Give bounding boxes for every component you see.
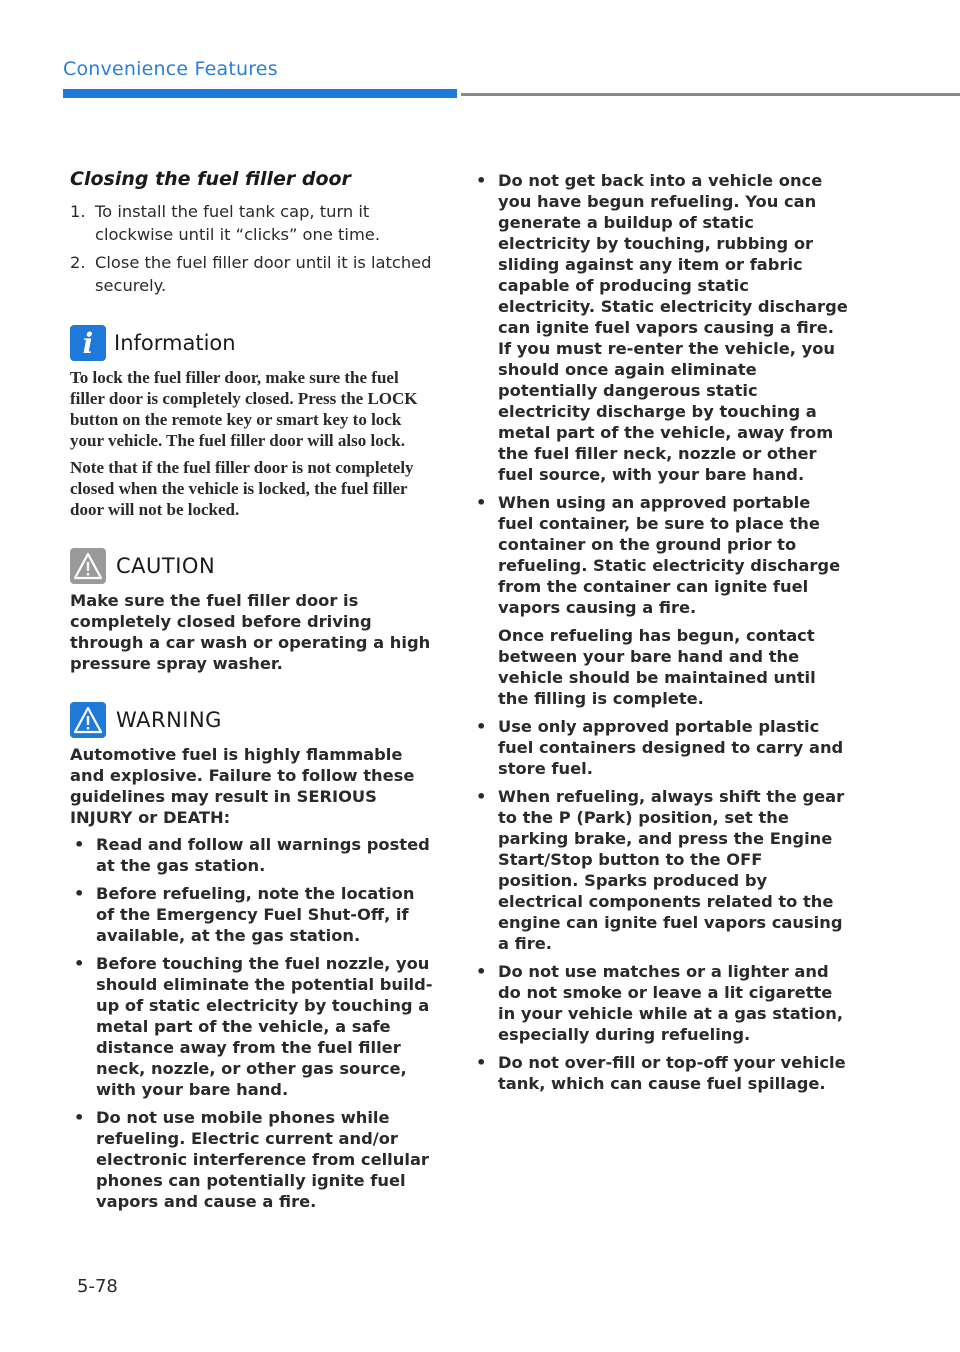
list-item-continuation: Once refueling has begun, contact between your bare hand and the vehicle should be maintained until the filling is complete. bbox=[498, 626, 816, 708]
list-item-text: Read and follow all warnings posted at the gas station. bbox=[96, 835, 430, 875]
caution-title: CAUTION bbox=[116, 554, 216, 578]
bullet-dot-icon: • bbox=[476, 787, 487, 806]
caution-triangle-icon bbox=[70, 548, 106, 584]
list-item bbox=[70, 883, 436, 946]
left-column bbox=[70, 168, 436, 1219]
list-item bbox=[70, 1107, 436, 1212]
list-item bbox=[472, 786, 848, 954]
list-item-text: Do not use mobile phones while refueling. Electric current and/or electronic interference from cellular phones can potentially ignite fuel vapors and cause a fire. bbox=[96, 1108, 429, 1211]
list-item bbox=[472, 170, 848, 485]
warning-title: WARNING bbox=[116, 708, 222, 732]
list-item-text: Do not over-fill or top-off your vehicle tank, which can cause fuel spillage. bbox=[498, 1053, 846, 1093]
page-number: 5-78 bbox=[77, 1276, 118, 1297]
bullet-dot-icon: • bbox=[476, 962, 487, 981]
steps-list bbox=[70, 200, 436, 297]
bullet-dot-icon: • bbox=[74, 835, 85, 854]
list-item-text: When using an approved portable fuel container, be sure to place the container on the ground prior to refueling. Static electricity discharge from the container can ignite fuel vapors causing a fire. bbox=[498, 493, 841, 617]
list-item bbox=[70, 834, 436, 876]
list-item-text: Use only approved portable plastic fuel containers designed to carry and store fuel. bbox=[498, 717, 844, 778]
step-text: To install the fuel tank cap, turn it clockwise until it “clicks” one time. bbox=[95, 202, 380, 244]
chapter-title: Convenience Features bbox=[63, 58, 278, 80]
list-item bbox=[472, 716, 848, 779]
step-number: 1. bbox=[70, 202, 86, 221]
bullet-dot-icon: • bbox=[476, 717, 487, 736]
list-item-text: Do not get back into a vehicle once you have begun refueling. You can generate a buildup of static electricity by touching, rubbing or sliding against any item or fabric capable of producing static electricity. Static electricity discharge can ignite fuel vapors causing a fire. If you must re-enter the vehicle, you should once again eliminate potentially dangerous static electricity discharge by touching a metal part of the vehicle, away from the fuel filler neck, nozzle or other fuel source, with your bare hand. bbox=[498, 171, 848, 484]
list-item bbox=[472, 961, 848, 1045]
header-rule-gray bbox=[461, 93, 960, 96]
list-item-text: Before touching the fuel nozzle, you should eliminate the potential build-up of static electricity by touching a metal part of the vehicle, a safe distance away from the fuel filler neck, nozzle, or other gas source, with your bare hand. bbox=[96, 954, 433, 1099]
list-item bbox=[472, 1052, 848, 1094]
list-item-text: Before refueling, note the location of the Emergency Fuel Shut-Off, if available, at the gas station. bbox=[96, 884, 415, 945]
list-item bbox=[70, 953, 436, 1100]
list-item-text: Do not use matches or a lighter and do not smoke or leave a lit cigarette in your vehicle while at a gas station, especially during refueling. bbox=[498, 962, 844, 1044]
right-column bbox=[472, 168, 848, 1101]
information-icon: i bbox=[70, 325, 106, 361]
step-item bbox=[70, 200, 436, 246]
section-title: Closing the fuel filler door bbox=[70, 168, 351, 190]
list-item bbox=[472, 492, 848, 709]
warning-bullets bbox=[70, 834, 436, 1212]
step-number: 2. bbox=[70, 253, 86, 272]
information-text: To lock the fuel filler door, make sure the fuel filler door is completely closed. Press the LOCK button on the remote key or smart key to lock your vehicle. The fuel filler door will also lock. bbox=[70, 368, 418, 450]
caution-text: Make sure the fuel filler door is completely closed before driving through a car wash or operating a high pressure spray washer. bbox=[70, 591, 431, 673]
information-title: Information bbox=[114, 331, 236, 355]
warning-intro: Automotive fuel is highly flammable and explosive. Failure to follow these guidelines may result in SERIOUS INJURY or DEATH: bbox=[70, 745, 415, 827]
header-rule-blue bbox=[63, 89, 457, 98]
bullet-dot-icon: • bbox=[476, 171, 487, 190]
warning-bullets-continued bbox=[472, 170, 848, 1094]
bullet-dot-icon: • bbox=[74, 884, 85, 903]
bullet-dot-icon: • bbox=[74, 954, 85, 973]
bullet-dot-icon: • bbox=[476, 493, 487, 512]
bullet-dot-icon: • bbox=[476, 1053, 487, 1072]
list-item-text: When refueling, always shift the gear to the P (Park) position, set the parking brake, and press the Engine Start/Stop button to the OFF position. Sparks produced by electrical components related to the engine can ignite fuel vapors causing a fire. bbox=[498, 787, 845, 953]
bullet-dot-icon: • bbox=[74, 1108, 85, 1127]
warning-triangle-icon bbox=[70, 702, 106, 738]
caution-box bbox=[70, 546, 436, 674]
step-text: Close the fuel filler door until it is latched securely. bbox=[95, 253, 432, 295]
information-box bbox=[70, 323, 436, 520]
information-text: Note that if the fuel filler door is not completely closed when the vehicle is locked, the fuel filler door will not be locked. bbox=[70, 458, 414, 519]
warning-box bbox=[70, 700, 436, 1212]
step-item bbox=[70, 251, 436, 297]
